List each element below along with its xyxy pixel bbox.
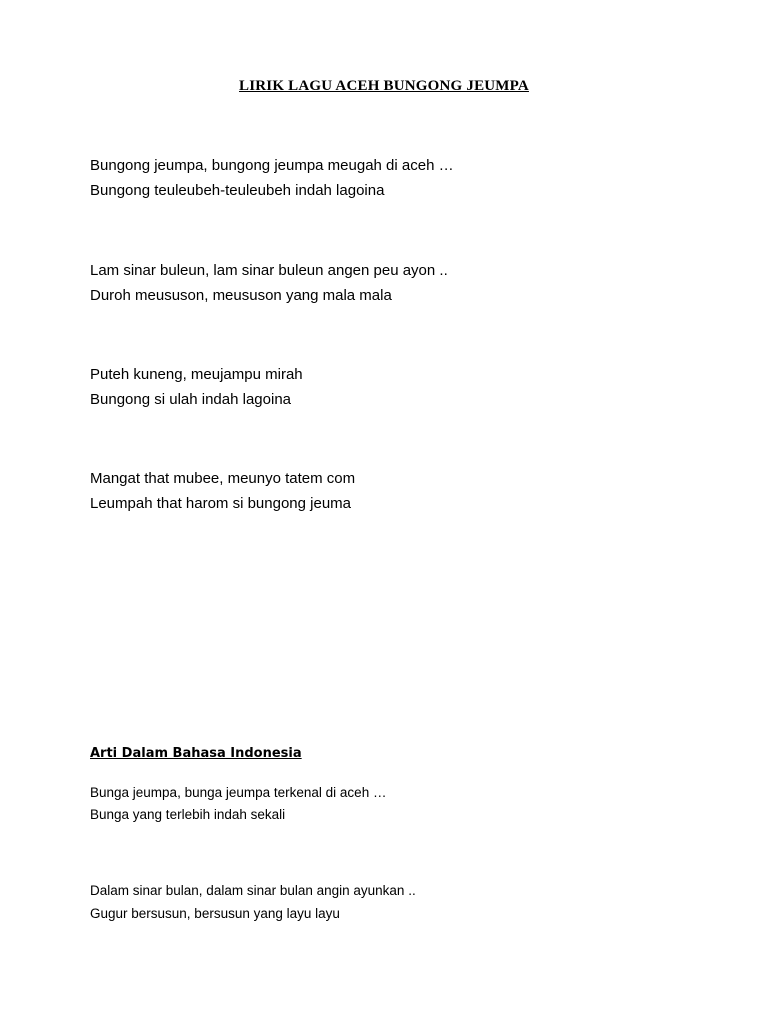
translation-line: Bunga yang terlebih indah sekali [90, 807, 286, 822]
lyric-line: Duroh meususon, meususon yang mala mala [90, 287, 392, 304]
lyric-line: Lam sinar buleun, lam sinar buleun angen peu ayon .. [90, 262, 448, 279]
lyric-line: Bungong teuleubeh-teuleubeh indah lagoina [90, 182, 385, 199]
translation-line: Bunga jeumpa, bunga jeumpa terkenal di aceh … [90, 785, 387, 800]
translation-line: Gugur bersusun, bersusun yang layu layu [90, 906, 340, 921]
translation-line: Dalam sinar bulan, dalam sinar bulan angin ayunkan .. [90, 883, 416, 898]
document-title: LIRIK LAGU ACEH BUNGONG JEUMPA [239, 78, 529, 94]
lyric-line: Bungong jeumpa, bungong jeumpa meugah di aceh … [90, 157, 454, 174]
translation-heading: Arti Dalam Bahasa Indonesia [90, 746, 302, 761]
lyric-line: Leumpah that harom si bungong jeuma [90, 495, 352, 512]
lyric-line: Mangat that mubee, meunyo tatem com [90, 470, 356, 487]
lyric-line: Bungong si ulah indah lagoina [90, 391, 291, 408]
lyric-line: Puteh kuneng, meujampu mirah [90, 366, 303, 383]
